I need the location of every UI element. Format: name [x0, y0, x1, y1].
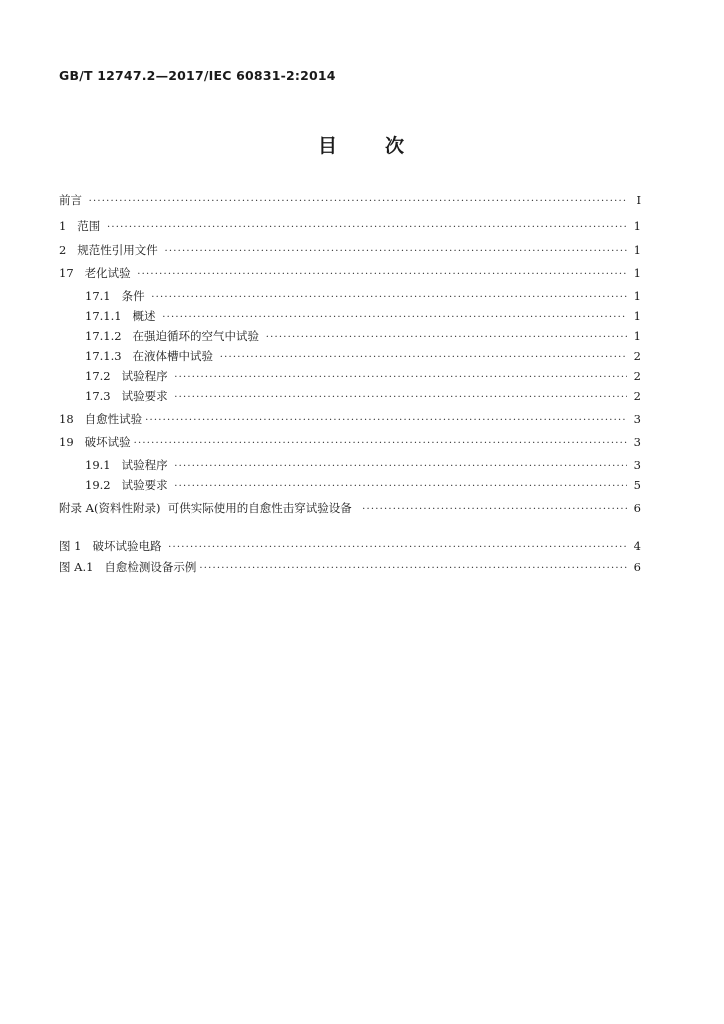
toc-entry-number: 17.1.1 [85, 309, 122, 323]
standard-header: GB/T 12747.2—2017/IEC 60831-2:2014 [59, 68, 336, 83]
toc-entry-text: 规范性引用文件 [77, 243, 158, 257]
toc-entry-number: 附录 A [59, 501, 94, 515]
toc-entry-text: (资料性附录) 可供实际使用的自愈性击穿试验设备 [93, 501, 352, 515]
figure-entry-text: 自愈检测设备示例 [104, 560, 197, 574]
leader-dots [151, 290, 627, 306]
leader-dots [174, 390, 627, 406]
toc-entry-page: 1 [633, 266, 641, 280]
leader-dots [174, 459, 627, 475]
toc-entry-page: 1 [633, 289, 641, 303]
toc-entry-page: 3 [633, 435, 641, 449]
figure-entry-text: 破坏试验电路 [92, 539, 162, 553]
toc-entry-number: 17.2 [85, 369, 111, 383]
leader-dots [168, 540, 627, 556]
leader-dots [89, 194, 627, 210]
toc-entry-number: 17.3 [85, 389, 111, 403]
figure-entry-1[interactable] [59, 538, 641, 554]
toc-entry-number: 19 [59, 435, 74, 449]
toc-entry-number: 17.1 [85, 289, 111, 303]
toc-entry-number: 17.1.3 [85, 349, 122, 363]
toc-entry-preface[interactable] [59, 192, 641, 208]
toc-entry-17-1-2[interactable] [59, 328, 641, 344]
toc-entry-17-1[interactable] [59, 288, 641, 304]
toc-entry-number: 1 [59, 219, 67, 233]
toc-entry-17-1-1[interactable] [59, 308, 641, 324]
toc-entry-text: 试验程序 [121, 369, 168, 383]
toc-entry-page: 3 [633, 412, 641, 426]
toc-entry-2[interactable] [59, 242, 641, 258]
toc-entry-number: 18 [59, 412, 74, 426]
figure-entry-page: 6 [633, 560, 641, 574]
toc-entry-page: 1 [633, 329, 641, 343]
toc-entry-number: 19.1 [85, 458, 111, 472]
toc-entry-17[interactable] [59, 265, 641, 281]
leader-dots [174, 370, 627, 386]
toc-entry-18[interactable] [59, 411, 641, 427]
toc-entry-page: 1 [633, 309, 641, 323]
toc-entry-text: 自愈性试验 [84, 412, 143, 426]
toc-entry-text: 试验要求 [121, 478, 168, 492]
toc-entry-text: 条件 [121, 289, 145, 303]
leader-dots [134, 436, 627, 452]
toc-entry-19-1[interactable] [59, 457, 641, 473]
toc-entry-page: 2 [633, 389, 641, 403]
toc-entry-19[interactable] [59, 434, 641, 450]
toc-entry-text: 破坏试验 [84, 435, 131, 449]
toc-entry-19-2[interactable] [59, 477, 641, 493]
toc-entry-page: 2 [633, 349, 641, 363]
toc-entry-text: 前言 [59, 193, 82, 207]
toc-title [0, 131, 724, 158]
figure-entry-number: 图 A.1 [59, 560, 94, 574]
toc-entry-text: 概述 [132, 309, 156, 323]
toc-title-right: 次 [385, 135, 407, 157]
toc-entry-number: 17.1.2 [85, 329, 122, 343]
leader-dots [220, 350, 627, 366]
leader-dots [107, 220, 627, 236]
toc-entry-number: 17 [59, 266, 74, 280]
figure-entry-a1[interactable] [59, 559, 641, 575]
leader-dots [145, 413, 627, 429]
toc-entry-page: 3 [633, 458, 641, 472]
toc-entry-text: 范围 [77, 219, 101, 233]
toc-entry-page: 1 [633, 219, 641, 233]
leader-dots [266, 330, 627, 346]
toc-entry-page: 1 [633, 243, 641, 257]
toc-entry-17-2[interactable] [59, 368, 641, 384]
toc-entry-text: 老化试验 [84, 266, 131, 280]
toc-entry-page: 2 [633, 369, 641, 383]
toc-entry-1[interactable] [59, 218, 641, 234]
toc-entry-annex-a[interactable] [59, 500, 641, 516]
toc-entry-page: 5 [633, 478, 641, 492]
leader-dots [362, 502, 627, 518]
leader-dots [162, 310, 627, 326]
leader-dots [137, 267, 627, 283]
toc-entry-17-3[interactable] [59, 388, 641, 404]
toc-title-left: 目 [317, 135, 339, 157]
toc-entry-text: 试验要求 [121, 389, 168, 403]
toc-entry-text: 在液体槽中试验 [132, 349, 214, 363]
toc-entry-number: 19.2 [85, 478, 111, 492]
toc-entry-text: 试验程序 [121, 458, 168, 472]
toc-entry-text: 在强迫循环的空气中试验 [132, 329, 260, 343]
toc-entry-page: Ⅰ [636, 193, 641, 207]
figure-entry-page: 4 [633, 539, 641, 553]
figure-entry-number: 图 1 [59, 539, 82, 553]
leader-dots [174, 479, 627, 495]
toc-entry-number: 2 [59, 243, 67, 257]
toc-entry-17-1-3[interactable] [59, 348, 641, 364]
leader-dots [199, 561, 627, 577]
leader-dots [164, 244, 627, 260]
toc-entry-page: 6 [633, 501, 641, 515]
